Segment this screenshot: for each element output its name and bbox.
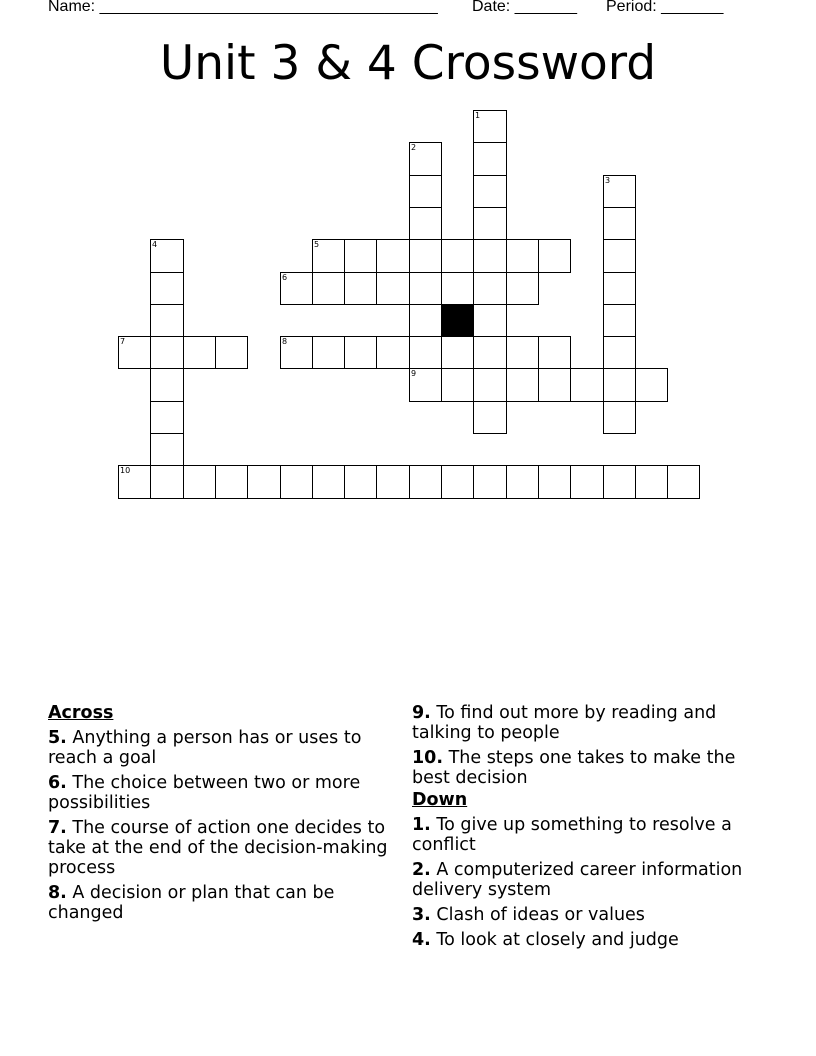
answer-cell[interactable] — [473, 336, 507, 369]
down-clue: 1. To give up something to resolve a conflict — [412, 815, 732, 855]
across-clue: 9. To find out more by reading and talking to people — [412, 703, 717, 743]
answer-cell[interactable] — [183, 336, 216, 369]
clue-number: 8 — [282, 337, 288, 346]
answer-cell[interactable] — [150, 239, 184, 273]
clue-number: 7 — [120, 337, 126, 346]
answer-cell[interactable] — [667, 465, 700, 499]
answer-cell[interactable] — [150, 368, 184, 402]
answer-cell[interactable] — [473, 272, 507, 305]
answer-cell[interactable] — [473, 401, 507, 434]
clue-number: 4 — [152, 240, 158, 249]
answer-cell[interactable] — [603, 175, 636, 208]
answer-cell[interactable] — [376, 465, 410, 499]
answer-cell[interactable] — [409, 368, 442, 402]
answer-cell[interactable] — [344, 336, 377, 369]
clue-number: 1 — [475, 111, 481, 120]
answer-cell[interactable] — [635, 465, 668, 499]
answer-cell[interactable] — [506, 368, 539, 402]
answer-cell[interactable] — [570, 368, 604, 402]
answer-cell[interactable] — [409, 239, 442, 273]
answer-cell[interactable] — [603, 401, 636, 434]
answer-cell[interactable] — [150, 336, 184, 369]
page-title: Unit 3 & 4 Crossword — [159, 36, 657, 91]
answer-cell[interactable] — [603, 304, 636, 337]
across-heading: Across — [48, 703, 114, 723]
answer-cell[interactable] — [344, 239, 377, 273]
answer-cell[interactable] — [376, 336, 410, 369]
answer-cell[interactable] — [344, 465, 377, 499]
answer-cell[interactable] — [473, 175, 507, 208]
answer-cell[interactable] — [506, 272, 539, 305]
across-clue: 7. The course of action one decides to take at the end of the decision-making process — [48, 818, 388, 878]
answer-cell[interactable] — [603, 368, 636, 402]
across-clue: 5. Anything a person has or uses to reach a goal — [48, 728, 362, 768]
down-clue: 3. Clash of ideas or values — [412, 905, 645, 925]
answer-cell[interactable] — [312, 272, 345, 305]
answer-cell[interactable] — [473, 110, 507, 143]
down-clue: 4. To look at closely and judge — [412, 930, 679, 950]
answer-cell[interactable] — [506, 239, 539, 273]
answer-cell[interactable] — [215, 336, 248, 369]
name-field: Name: ______________________________________ — [48, 0, 438, 15]
answer-cell[interactable] — [247, 465, 281, 499]
across-clue: 8. A decision or plan that can be changed — [48, 883, 335, 923]
answer-cell[interactable] — [538, 368, 571, 402]
answer-cell[interactable] — [150, 433, 184, 466]
answer-cell[interactable] — [603, 336, 636, 369]
answer-cell[interactable] — [603, 207, 636, 240]
answer-cell[interactable] — [473, 465, 507, 499]
across-clue: 10. The steps one takes to make the best decision — [412, 748, 736, 788]
answer-cell[interactable] — [409, 175, 442, 208]
answer-cell[interactable] — [376, 272, 410, 305]
answer-cell[interactable] — [635, 368, 668, 402]
answer-cell[interactable] — [473, 142, 507, 176]
answer-cell[interactable] — [603, 272, 636, 305]
clue-number: 3 — [605, 176, 611, 185]
answer-cell[interactable] — [409, 207, 442, 240]
answer-cell[interactable] — [312, 336, 345, 369]
answer-cell[interactable] — [150, 272, 184, 305]
answer-cell[interactable] — [473, 304, 507, 337]
clues-column-left — [48, 703, 393, 928]
date-field: Date: _______ — [472, 0, 577, 15]
answer-cell[interactable] — [280, 336, 313, 369]
answer-cell[interactable] — [441, 368, 474, 402]
period-field: Period: _______ — [606, 0, 724, 15]
clue-number: 6 — [282, 273, 288, 282]
answer-cell[interactable] — [312, 239, 345, 273]
answer-cell[interactable] — [280, 465, 313, 499]
answer-cell[interactable] — [506, 336, 539, 369]
clues-column-right — [412, 703, 762, 955]
answer-cell[interactable] — [473, 239, 507, 273]
answer-cell[interactable] — [409, 272, 442, 305]
answer-cell[interactable] — [538, 239, 571, 273]
answer-cell[interactable] — [183, 465, 216, 499]
answer-cell[interactable] — [409, 465, 442, 499]
clue-number: 9 — [411, 369, 417, 378]
clue-number: 5 — [314, 240, 320, 249]
across-clue: 6. The choice between two or more possibilities — [48, 773, 361, 813]
answer-cell[interactable] — [344, 272, 377, 305]
answer-cell[interactable] — [603, 239, 636, 273]
answer-cell[interactable] — [280, 272, 313, 305]
down-heading: Down — [412, 790, 468, 810]
clue-number: 10 — [120, 466, 131, 475]
clue-number: 2 — [411, 143, 417, 152]
answer-cell[interactable] — [538, 336, 571, 369]
crossword-grid — [0, 0, 816, 520]
answer-cell[interactable] — [473, 207, 507, 240]
answer-cell[interactable] — [150, 465, 184, 499]
answer-cell[interactable] — [441, 336, 474, 369]
answer-cell[interactable] — [441, 239, 474, 273]
answer-cell[interactable] — [215, 465, 248, 499]
answer-cell[interactable] — [441, 465, 474, 499]
answer-cell[interactable] — [441, 272, 474, 305]
answer-cell[interactable] — [150, 401, 184, 434]
answer-cell[interactable] — [538, 465, 571, 499]
answer-cell[interactable] — [118, 336, 151, 369]
answer-cell[interactable] — [312, 465, 345, 499]
answer-cell[interactable] — [150, 304, 184, 337]
answer-cell[interactable] — [506, 465, 539, 499]
answer-cell[interactable] — [376, 239, 410, 273]
answer-cell[interactable] — [409, 336, 442, 369]
answer-cell[interactable] — [603, 465, 636, 499]
answer-cell[interactable] — [473, 368, 507, 402]
down-clue: 2. A computerized career information delivery system — [412, 860, 743, 900]
answer-cell[interactable] — [409, 142, 442, 176]
answer-cell[interactable] — [118, 465, 151, 499]
black-square — [441, 304, 474, 337]
answer-cell[interactable] — [570, 465, 604, 499]
answer-cell[interactable] — [409, 304, 442, 337]
